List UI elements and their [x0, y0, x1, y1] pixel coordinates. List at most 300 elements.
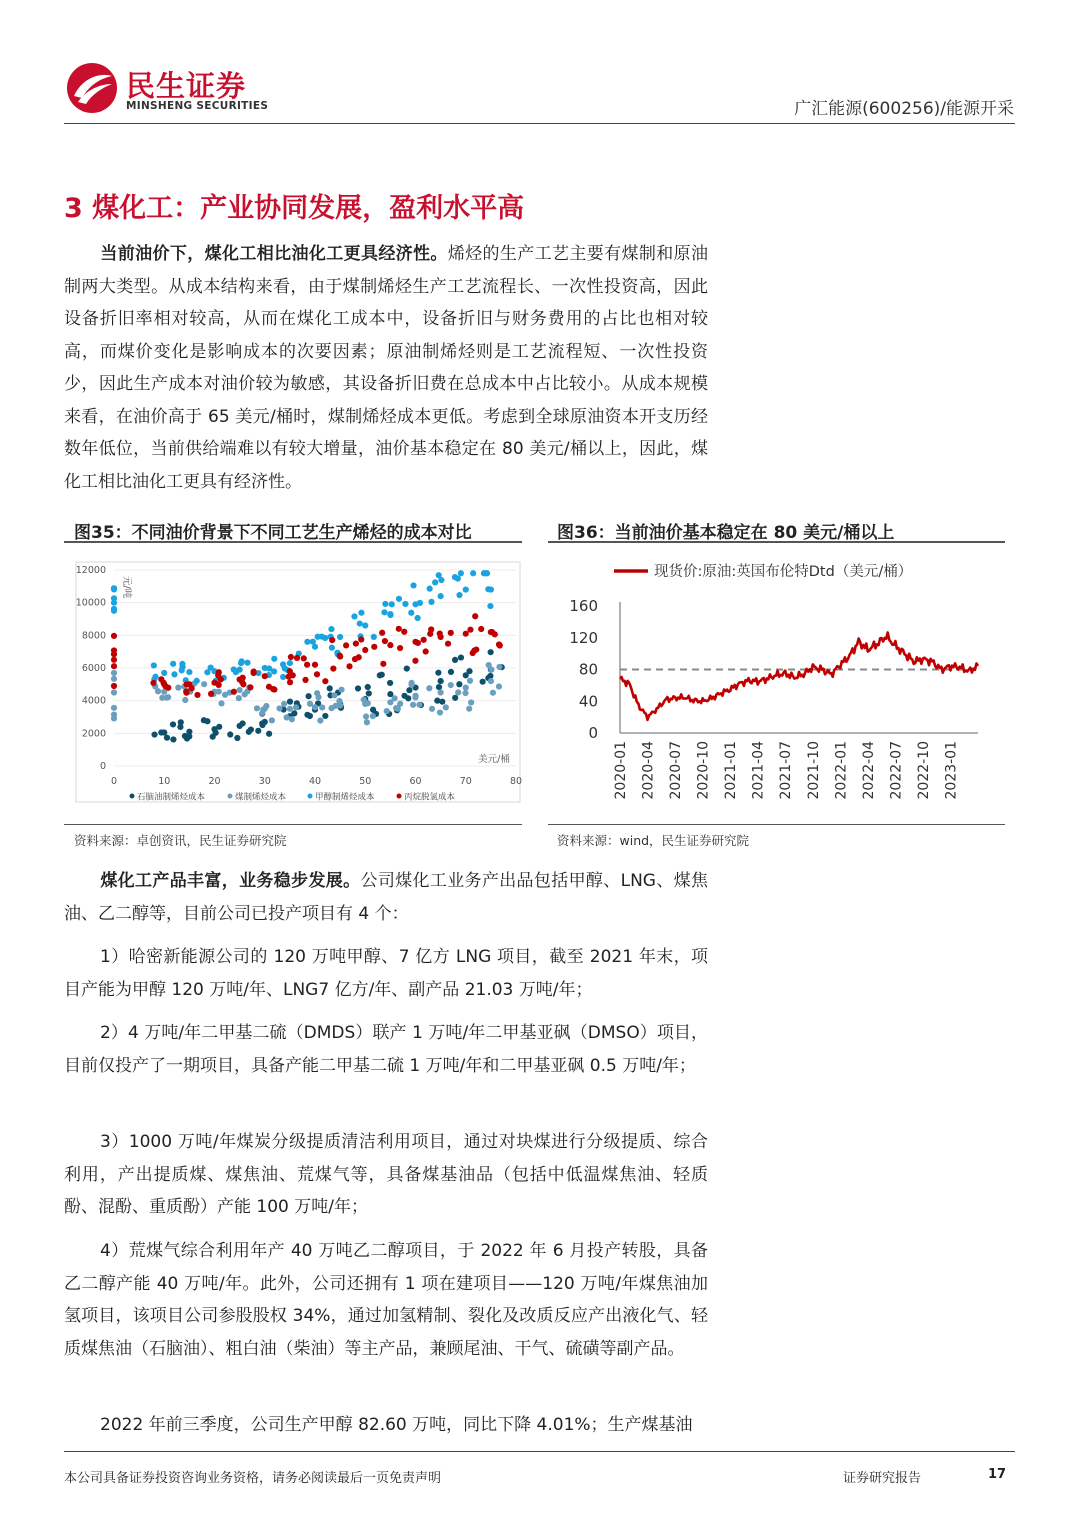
- series-line-brent: [620, 633, 978, 720]
- scatter-point: [358, 636, 364, 642]
- scatter-point: [287, 699, 293, 705]
- scatter-point: [406, 687, 412, 693]
- scatter-point: [269, 717, 275, 723]
- scatter-point: [402, 601, 408, 607]
- scatter-point: [161, 670, 167, 676]
- scatter-point: [438, 593, 444, 599]
- y-tick-label: 6000: [81, 663, 106, 674]
- scatter-point: [290, 672, 296, 678]
- scatter-point: [404, 665, 410, 671]
- scatter-point: [111, 676, 117, 682]
- scatter-point: [288, 654, 294, 660]
- x-tick-label: 60: [409, 776, 422, 787]
- scatter-point: [436, 684, 442, 690]
- scatter-point: [387, 642, 393, 648]
- scatter-point: [426, 685, 432, 691]
- scatter-point: [233, 669, 239, 675]
- y-axis-label: 元/吨: [121, 576, 132, 599]
- scatter-point: [337, 653, 343, 659]
- scatter-point: [363, 713, 369, 719]
- scatter-point: [194, 678, 200, 684]
- scatter-point: [152, 674, 158, 680]
- scatter-point: [186, 669, 192, 675]
- scatter-point: [328, 705, 334, 711]
- scatter-point: [428, 599, 434, 605]
- scatter-point: [246, 729, 252, 735]
- scatter-point: [382, 638, 388, 644]
- brand-name-cn: 民生证券: [126, 69, 247, 103]
- scatter-point: [387, 680, 393, 686]
- scatter-point: [456, 592, 462, 598]
- scatter-point: [255, 728, 261, 734]
- intro-body: 烯烃的生产工艺主要有煤制和原油制两大类型。从成本结构来看，由于煤制烯烃生产工艺流程长、一次性投资高，因此设备折旧率相对较高，从而在煤化工成本中，设备折旧与财务费用的占比也相对较高，而煤价变化是影响成本的次要因素；原油制烯烃则是工艺流程短、一次性投资少，因此生产成本对油价较为敏感，其设备折旧费在总成本中占比较小。从成本规模来看，在油价高于 65 美元/桶时，煤制烯烃成本更低。考虑到全球原油资本开支历经数年低位，当前供给端难以有较大增量，油价基本稳定在 80 美元/桶以上，因此，煤化工相比油化工更具有经济性。: [64, 244, 709, 492]
- scatter-point: [287, 660, 293, 666]
- footer-disclaimer: 本公司具备证券投资咨询业务资格，请务必阅读最后一页免责声明: [64, 1471, 442, 1486]
- scatter-point: [247, 684, 253, 690]
- scatter-point: [251, 668, 257, 674]
- x-tick-label: 30: [258, 776, 271, 787]
- x-tick-label: 0: [110, 776, 118, 787]
- scatter-point: [421, 637, 427, 643]
- scatter-point: [111, 633, 117, 639]
- fig35-title: 图35：不同油价背景下不同工艺生产烯烃的成本对比: [74, 523, 472, 543]
- scatter-point: [287, 679, 293, 685]
- scatter-point: [366, 690, 372, 696]
- scatter-point: [236, 695, 242, 701]
- scatter-point: [204, 718, 210, 724]
- legend-marker: [130, 794, 135, 799]
- fig36-bottom-rule: [548, 824, 1005, 825]
- scatter-point: [338, 687, 344, 693]
- scatter-point: [466, 706, 472, 712]
- scatter-point: [314, 671, 320, 677]
- scatter-point: [281, 701, 287, 707]
- scatter-point: [239, 679, 245, 685]
- scatter-point: [189, 685, 195, 691]
- scatter-point: [111, 683, 117, 689]
- scatter-point: [170, 661, 176, 667]
- coal-chem-lead: 煤化工产品丰富，业务稳步发展。: [100, 871, 361, 891]
- scatter-point: [380, 661, 386, 667]
- scatter-point: [371, 634, 377, 640]
- scatter-point: [463, 685, 469, 691]
- scatter-point: [216, 682, 222, 688]
- scatter-point: [412, 693, 418, 699]
- scatter-point: [305, 693, 311, 699]
- scatter-point: [396, 626, 402, 632]
- scatter-point: [287, 706, 293, 712]
- scatter-point: [437, 630, 443, 636]
- fig36-title: 图36：当前油价基本稳定在 80 美元/桶以上: [557, 523, 895, 543]
- fig35-scatter-chart: [72, 560, 524, 806]
- scatter-point: [432, 579, 438, 585]
- scatter-point: [397, 645, 403, 651]
- scatter-point: [472, 613, 478, 619]
- fig36-title-rule: [548, 541, 1005, 543]
- scatter-point: [182, 733, 188, 739]
- scatter-point: [382, 601, 388, 607]
- scatter-point: [410, 702, 416, 708]
- x-axis-label: 美元/桶: [478, 754, 510, 765]
- scatter-point: [455, 689, 461, 695]
- scatter-point: [312, 662, 318, 668]
- scatter-point: [408, 610, 414, 616]
- legend-marker: [397, 794, 402, 799]
- intro-lead: 当前油价下，煤化工相比油化工更具经济性。: [100, 244, 448, 264]
- stock-info: 广汇能源(600256)/能源开采: [794, 99, 1014, 119]
- scatter-point: [302, 677, 308, 683]
- scatter-point: [381, 609, 387, 615]
- x-tick-label: 50: [359, 776, 372, 787]
- x-tick-label: 80: [509, 776, 523, 787]
- legend-label: 石脑油制烯烃成本: [137, 792, 206, 803]
- scatter-point: [329, 645, 335, 651]
- scatter-point: [352, 656, 358, 662]
- scatter-point: [365, 700, 371, 706]
- x-tick-label: 2020-04: [640, 741, 657, 800]
- scatter-point: [111, 595, 117, 601]
- scatter-point: [429, 706, 435, 712]
- project-item-1-text: 1）哈密新能源公司的 120 万吨甲醇、7 亿方 LNG 项目，截至 2021 年末，项目产能为甲醇 120 万吨/年、LNG7 亿方/年、副产品 21.03 万吨/年；: [64, 947, 708, 1000]
- scatter-point: [462, 690, 468, 696]
- y-tick-label: 120: [569, 628, 598, 647]
- scatter-point: [468, 699, 474, 705]
- scatter-point: [310, 639, 316, 645]
- scatter-point: [343, 642, 349, 648]
- scatter-point: [160, 680, 166, 686]
- scatter-point: [111, 586, 117, 592]
- scatter-point: [448, 630, 454, 636]
- scatter-point: [327, 685, 333, 691]
- legend-label: 现货价:原油:英国布伦特Dtd（美元/桶）: [654, 564, 913, 580]
- scatter-point: [488, 678, 494, 684]
- scatter-point: [384, 708, 390, 714]
- scatter-point: [155, 688, 161, 694]
- scatter-point: [158, 729, 164, 735]
- scatter-point: [362, 622, 368, 628]
- scatter-point: [351, 613, 357, 619]
- scatter-point: [293, 704, 299, 710]
- scatter-point: [438, 689, 444, 695]
- scatter-point: [307, 701, 313, 707]
- scatter-point: [111, 705, 117, 711]
- scatter-point: [164, 695, 170, 701]
- x-tick-label: 70: [459, 776, 472, 787]
- y-tick-label: 40: [578, 692, 598, 711]
- scatter-point: [328, 626, 334, 632]
- scatter-point: [415, 640, 421, 646]
- x-tick-label: 2023-01: [943, 741, 960, 800]
- scatter-point: [355, 685, 361, 691]
- legend-label: 丙烷脱氢成本: [404, 792, 456, 803]
- scatter-point: [270, 686, 276, 692]
- scatter-point: [488, 649, 494, 655]
- closing-paragraph: [64, 1409, 708, 1442]
- project-item-1: [64, 941, 708, 1006]
- scatter-point: [111, 670, 117, 676]
- scatter-point: [237, 687, 243, 693]
- scatter-point: [111, 657, 117, 663]
- intro-paragraph: [64, 238, 708, 498]
- scatter-point: [410, 582, 416, 588]
- scatter-point: [280, 674, 286, 680]
- x-tick-label: 2021-07: [778, 741, 795, 800]
- scatter-point: [239, 658, 245, 664]
- x-tick-label: 2020-10: [695, 741, 712, 800]
- y-tick-label: 4000: [81, 695, 106, 707]
- scatter-point: [377, 672, 383, 678]
- scatter-point: [456, 681, 462, 687]
- scatter-point: [213, 730, 219, 736]
- scatter-point: [208, 665, 214, 671]
- scatter-point: [111, 606, 117, 612]
- scatter-point: [427, 586, 433, 592]
- section-title: 3 煤化工：产业协同发展，盈利水平高: [64, 193, 525, 224]
- coal-chem-paragraph: [64, 865, 708, 930]
- scatter-point: [301, 655, 307, 661]
- scatter-point: [492, 631, 498, 637]
- project-item-4-text: 4）荒煤气综合利用年产 40 万吨乙二醇项目，于 2022 年 6 月投产转股，具备乙二醇产能 40 万吨/年。此外，公司还拥有 1 项在建项目——120 万吨/年煤焦油加氢项目，该项目公司参股股权 34%，通过加氢精制、裂化及改质反应产出液化气、轻质煤焦油（石脑油）、粗白油（柴油）等主产品，兼顾尾油、干气、硫磺等副产品。: [64, 1241, 708, 1359]
- footer-divider: [64, 1451, 1015, 1452]
- scatter-point: [488, 666, 494, 672]
- scatter-point: [177, 724, 183, 730]
- scatter-point: [412, 658, 418, 664]
- y-tick-label: 0: [588, 724, 598, 742]
- y-tick-label: 160: [569, 597, 598, 615]
- scatter-point: [294, 655, 300, 661]
- scatter-point: [463, 631, 469, 637]
- scatter-point: [175, 685, 181, 691]
- fig36-source: 资料来源：wind，民生证券研究院: [557, 833, 750, 848]
- x-tick-label: 2021-04: [750, 741, 767, 800]
- scatter-point: [467, 627, 473, 633]
- scatter-point: [183, 690, 189, 696]
- brand-name-en: MINSHENG SECURITIES: [126, 100, 269, 112]
- scatter-point: [171, 671, 177, 677]
- scatter-point: [194, 692, 200, 698]
- scatter-point: [239, 720, 245, 726]
- scatter-point: [415, 615, 421, 621]
- scatter-point: [111, 647, 117, 653]
- legend-marker: [308, 794, 313, 799]
- scatter-point: [362, 647, 368, 653]
- x-tick-label: 2020-01: [613, 741, 629, 800]
- scatter-point: [271, 668, 277, 674]
- scatter-point: [478, 626, 484, 632]
- scatter-point: [208, 691, 214, 697]
- scatter-point: [322, 678, 328, 684]
- scatter-point: [452, 695, 458, 701]
- project-item-2: [64, 1017, 708, 1082]
- scatter-point: [438, 678, 444, 684]
- scatter-point: [353, 640, 359, 646]
- scatter-point: [151, 662, 157, 668]
- scatter-point: [387, 612, 393, 618]
- scatter-point: [346, 663, 352, 669]
- scatter-point: [322, 713, 328, 719]
- scatter-point: [448, 682, 454, 688]
- legend-label: 煤制烯烃成本: [235, 792, 287, 803]
- scatter-point: [336, 698, 342, 704]
- scatter-point: [164, 735, 170, 741]
- y-tick-label: 80: [578, 660, 598, 679]
- scatter-point: [452, 657, 458, 663]
- scatter-point: [216, 724, 222, 730]
- project-item-3-text: 3）1000 万吨/年煤炭分级提质清洁利用项目，通过对块煤进行分级提质、综合利用，产出提质煤、煤焦油、荒煤气等，具备煤基油品（包括中低温煤焦油、轻质酚、混酚、重质酚）产能 100 万吨/年；: [64, 1132, 708, 1217]
- fig35-bottom-rule: [64, 824, 522, 825]
- minsheng-logo-icon: [66, 62, 118, 114]
- y-tick-label: 2000: [81, 728, 106, 740]
- scatter-point: [423, 648, 429, 654]
- scatter-point: [289, 716, 295, 722]
- x-tick-label: 2022-10: [915, 741, 932, 800]
- scatter-point: [434, 698, 440, 704]
- y-tick-label: 8000: [81, 630, 106, 642]
- scatter-point: [170, 721, 176, 727]
- scatter-point: [151, 731, 157, 737]
- scatter-point: [314, 690, 320, 696]
- scatter-point: [263, 703, 269, 709]
- x-tick-label: 2021-10: [805, 741, 822, 800]
- scatter-point: [401, 629, 407, 635]
- scatter-point: [111, 715, 117, 721]
- legend-label: 甲醇制烯烃成本: [315, 792, 375, 803]
- project-item-2-text: 2）4 万吨/年二甲基二硫（DMDS）联产 1 万吨/年二甲基亚砜（DMSO）项目，目前仅投产了一期项目，具备产能二甲基二硫 1 万吨/年和二甲基亚砜 0.5 万吨/年；: [64, 1023, 708, 1076]
- scatter-point: [329, 637, 335, 643]
- scatter-point: [496, 683, 502, 689]
- scatter-point: [244, 660, 250, 666]
- scatter-point: [218, 700, 224, 706]
- scatter-point: [201, 681, 207, 687]
- scatter-point: [496, 664, 502, 670]
- scatter-point: [291, 710, 297, 716]
- legend-marker: [228, 794, 233, 799]
- x-tick-label: 2022-04: [860, 741, 877, 800]
- scatter-point: [416, 702, 422, 708]
- scatter-point: [458, 654, 464, 660]
- scatter-point: [370, 713, 376, 719]
- coal-chem-body: 公司煤化工业务产出品包括甲醇、LNG、煤焦油、乙二醇等，目前公司已投产项目有 4 个：: [64, 871, 708, 924]
- scatter-point: [218, 676, 224, 682]
- scatter-point: [458, 570, 464, 576]
- scatter-point: [397, 701, 403, 707]
- scatter-point: [337, 634, 343, 640]
- scatter-point: [179, 661, 185, 667]
- scatter-point: [490, 690, 496, 696]
- scatter-point: [259, 710, 265, 716]
- scatter-point: [280, 661, 286, 667]
- scatter-point: [283, 714, 289, 720]
- y-tick-label: 12000: [75, 565, 106, 576]
- scatter-point: [485, 586, 491, 592]
- header-divider: [64, 123, 1015, 124]
- scatter-point: [466, 668, 472, 674]
- scatter-point: [358, 610, 364, 616]
- scatter-point: [271, 656, 277, 662]
- scatter-point: [357, 620, 363, 626]
- scatter-point: [216, 669, 222, 675]
- scatter-point: [443, 704, 449, 710]
- scatter-point: [405, 695, 411, 701]
- scatter-point: [183, 681, 189, 687]
- scatter-point: [455, 576, 461, 582]
- scatter-point: [445, 641, 451, 647]
- scatter-point: [330, 665, 336, 671]
- x-tick-label: 10: [158, 776, 171, 787]
- x-tick-label: 2022-07: [888, 741, 905, 800]
- scatter-point: [437, 709, 443, 715]
- fig35-title-rule: [64, 541, 522, 543]
- scatter-point: [408, 682, 414, 688]
- x-tick-label: 2022-01: [833, 741, 850, 800]
- scatter-point: [266, 731, 272, 737]
- footer-report-type: 证券研究报告: [843, 1471, 922, 1486]
- scatter-point: [304, 662, 310, 668]
- scatter-point: [315, 634, 321, 640]
- fig35-source: 资料来源：卓创资讯，民生证券研究院: [74, 833, 287, 848]
- scatter-point: [482, 570, 488, 576]
- y-tick-label: 0: [99, 761, 106, 772]
- scatter-point: [448, 669, 454, 675]
- scatter-point: [428, 626, 434, 632]
- x-tick-label: 20: [208, 776, 221, 787]
- scatter-point: [364, 719, 370, 725]
- scatter-point: [259, 722, 265, 728]
- scatter-point: [467, 678, 473, 684]
- scatter-point: [182, 697, 188, 703]
- scatter-point: [470, 570, 476, 576]
- scatter-point: [396, 596, 402, 602]
- scatter-point: [417, 600, 423, 606]
- scatter-point: [304, 639, 310, 645]
- scatter-point: [111, 663, 117, 669]
- scatter-point: [231, 689, 237, 695]
- x-tick-label: 40: [308, 776, 322, 787]
- closing-paragraph-text: 2022 年前三季度，公司生产甲醇 82.60 万吨，同比下降 4.01%；生产煤基油: [100, 1415, 693, 1435]
- scatter-point: [262, 673, 268, 679]
- scatter-point: [480, 679, 486, 685]
- project-item-3: [64, 1126, 708, 1224]
- scatter-point: [276, 705, 282, 711]
- x-tick-label: 2020-07: [668, 741, 685, 800]
- scatter-point: [379, 630, 385, 636]
- scatter-point: [304, 712, 310, 718]
- scatter-point: [436, 572, 442, 578]
- scatter-point: [234, 735, 240, 741]
- scatter-point: [463, 587, 469, 593]
- y-tick-label: 10000: [75, 597, 106, 609]
- scatter-point: [227, 731, 233, 737]
- scatter-point: [150, 680, 156, 686]
- scatter-point: [331, 692, 337, 698]
- fig36-line-chart: [548, 552, 1008, 820]
- scatter-point: [365, 684, 371, 690]
- page-number: 17: [988, 1467, 1007, 1482]
- scatter-point: [497, 642, 503, 648]
- x-tick-label: 2021-01: [723, 741, 740, 800]
- scatter-point: [473, 646, 479, 652]
- scatter-point: [319, 704, 325, 710]
- scatter-point: [371, 644, 377, 650]
- scatter-point: [170, 736, 176, 742]
- scatter-point: [389, 601, 395, 607]
- scatter-point: [487, 603, 493, 609]
- scatter-point: [111, 689, 117, 695]
- scatter-point: [317, 718, 323, 724]
- project-item-4: [64, 1235, 708, 1365]
- scatter-point: [254, 705, 260, 711]
- scatter-point: [435, 670, 441, 676]
